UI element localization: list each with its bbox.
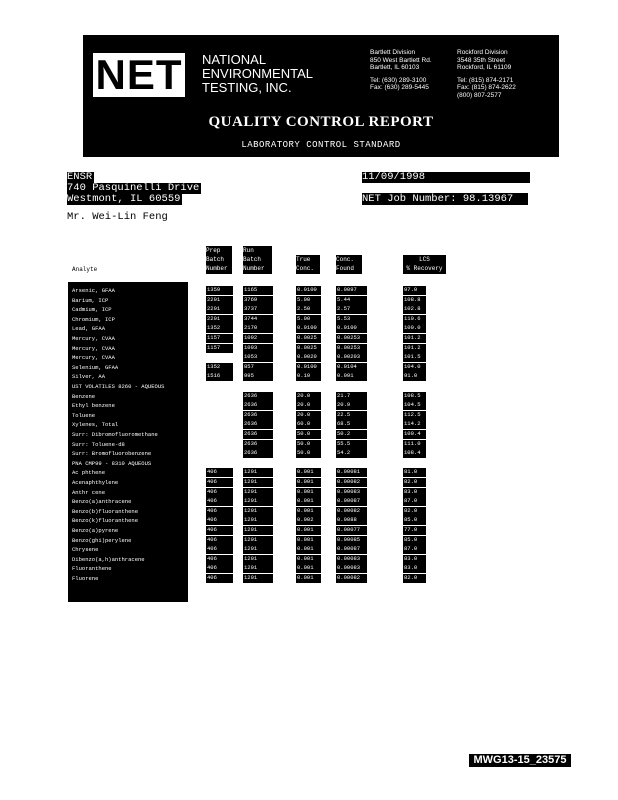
cell-rec: 108.8 [403,296,426,305]
cell-run: 2636 [243,449,273,458]
cell-run: 1165 [243,286,273,295]
cell-run: 1201 [243,468,273,477]
cell-run: 2636 [243,392,273,401]
cell-prep: 1157 [206,344,233,353]
cell-found: 54.2 [336,449,367,458]
analyte-name: Ac phthene [72,469,106,477]
cell-true: 0.0025 [296,344,321,353]
cell-true: 20.0 [296,411,321,420]
cell-true: 20.0 [296,392,321,401]
analyte-name: Fluoranthene [72,565,112,573]
cell-found: 0.0100 [336,324,367,333]
cell-run: 857 [243,363,273,372]
cell-run: 1201 [243,555,273,564]
bartlett-tel: Tel: (630) 289-3100 [370,76,427,84]
cell-found: 50.2 [336,430,367,439]
cell-run: 995 [243,372,273,381]
bartlett-name: Bartlett Division [370,49,416,56]
cell-prep: 406 [206,564,233,573]
cell-true: 50.0 [296,430,321,439]
cell-run: 2636 [243,401,273,410]
cell-rec: 102.8 [403,305,426,314]
header-prep-3: Number [206,265,228,272]
header-prep-1: Prep [206,247,221,254]
cell-rec: 100.0 [403,324,426,333]
cell-true: 50.0 [296,449,321,458]
cell-run: 1201 [243,478,273,487]
cell-run: 1201 [243,545,273,554]
cell-found: 0.00077 [336,526,367,535]
report-title: QUALITY CONTROL REPORT [208,114,434,130]
cell-found: 0.00253 [336,344,367,353]
cell-prep: 1352 [206,363,233,372]
job-number-label: NET Job Number: [362,193,457,205]
header-found-1: Conc. [336,256,355,263]
cell-rec: 112.5 [403,411,426,420]
analyte-name: Surr: Toluene-d8 [72,440,125,448]
cell-run: 1201 [243,536,273,545]
cell-found: 0.091 [336,372,367,381]
cell-run: 2170 [243,324,273,333]
header-rec-2: % Recovery [406,265,443,272]
cell-found: 0.00082 [336,478,367,487]
cell-run: 1201 [243,526,273,535]
report-date: 11/09/1998 [362,172,530,183]
cell-found: 0.00087 [336,497,367,506]
cell-prep: 406 [206,468,233,477]
cell-rec: 114.2 [403,420,426,429]
cell-true: 50.0 [296,440,321,449]
cell-rec: 85.0 [403,536,426,545]
cell-run: 2636 [243,430,273,439]
cell-prep: 406 [206,536,233,545]
cell-true: 0.0100 [296,324,321,333]
analyte-name: Surr: Dibromofluoromethane [72,431,158,438]
cell-true: 0.001 [296,468,321,477]
cell-found: 0.00082 [336,507,367,516]
rockford-name: Rockford Division [457,49,508,56]
cell-rec: 82.0 [403,478,426,487]
cell-prep: 406 [206,478,233,487]
cell-true: 0.0100 [296,286,321,295]
cell-run: 3744 [243,315,273,324]
cell-found: 20.9 [336,401,367,410]
cell-run: 1201 [243,488,273,497]
analyte-name: Benzo(b)fluoranthene [72,507,139,515]
analyte-name: Mercury, CVAA [72,354,115,362]
cell-rec: 85.0 [403,516,426,525]
cell-found: 0.0097 [336,286,367,295]
cell-rec: 101.5 [403,353,426,362]
cell-rec: 87.0 [403,545,426,554]
cell-prep: 2201 [206,305,233,314]
header-conc-found [336,255,362,274]
header-run-3: Number [243,265,265,272]
analyte-name: Benzo(ghi)perylene [72,536,132,544]
cell-run: 1201 [243,516,273,525]
bartlett-street: 850 West Bartlett Rd. [370,56,432,64]
cell-rec: 104.5 [403,401,426,410]
cell-true: 0.002 [296,516,321,525]
cell-true: 0.001 [296,545,321,554]
cell-run: 1053 [243,353,273,362]
cell-prep: 406 [206,488,233,497]
cell-prep: 406 [206,545,233,554]
analyte-name: Fluorene [72,575,99,582]
client-name: ENSR [67,171,93,183]
cell-true: 20.0 [296,401,321,410]
header-true-conc [296,255,320,274]
header-true-1: True [296,256,311,263]
header-prep-batch [206,246,232,274]
cell-found: 0.00081 [336,468,367,477]
cell-rec: 77.0 [403,526,426,535]
analyte-name: Silver, AA [72,373,106,381]
cell-rec: 83.0 [403,488,426,497]
cell-rec: 100.4 [403,430,426,439]
cell-found: 0.00253 [336,334,367,343]
cell-prep: 2201 [206,296,233,305]
company-name [202,53,313,95]
cell-run: 1093 [243,344,273,353]
header-analyte: Analyte [72,266,98,273]
rockford-street: 3548 35th Street [457,56,506,64]
cell-true: 0.001 [296,574,321,583]
cell-prep: 406 [206,507,233,516]
cell-true: 0.001 [296,488,321,497]
header-prep-2: Batch [206,256,225,263]
client-city: Westmont, IL 60559 [67,193,181,205]
analyte-name: Lead, GFAA [72,325,106,333]
cell-run: 1201 [243,497,273,506]
analyte-name: Ethyl benzene [72,402,115,410]
job-number-line [362,193,528,205]
cell-prep: 2201 [206,315,233,324]
cell-rec: 111.0 [403,440,426,449]
bartlett-city: Bartlett, IL 60103 [370,64,420,71]
header-run-2: Batch [243,256,262,263]
cell-found: 0.00083 [336,555,367,564]
bates-stamp: MWG13-15_23575 [469,754,571,767]
analyte-name: Mercury, CVAA [72,344,115,352]
cell-true: 60.0 [296,420,321,429]
cell-found: 21.7 [336,392,367,401]
header-found-2: Found [336,265,355,272]
cell-found: 0.00083 [336,564,367,573]
cell-rec: 87.0 [403,497,426,506]
cell-rec: 101.2 [403,344,426,353]
cell-found: 0.00082 [336,574,367,583]
rockford-phone: (800) 807-2577 [457,91,502,99]
cell-found: 0.00203 [336,353,367,362]
analyte-name: Xylenes, Total [72,421,119,429]
cell-found: 0.0104 [336,363,367,372]
analyte-name: Benzo(k)fluoranthene [72,517,139,525]
analyte-name: Arsenic, GFAA [72,287,115,294]
analyte-name: Dibenzo(a,h)anthracene [72,555,145,563]
cell-prep: 406 [206,555,233,564]
analyte-name: Cadmium, ICP [72,306,112,314]
analyte-name: Acenaphthylene [72,479,119,486]
cell-true: 0.10 [296,372,321,381]
analyte-name: Chrysene [72,546,99,554]
analyte-name: Surr: Bromofluorobenzene [72,450,152,458]
analyte-name: Toluene [72,411,96,419]
rockford-tel: Tel: (815) 874-2171 [457,76,514,84]
header-run-1: Run [243,247,254,254]
net-logo: NET [93,53,185,97]
cell-run: 1201 [243,564,273,573]
job-number: 98.13967 [462,193,514,205]
cell-rec: 97.0 [403,286,426,295]
cell-run: 2636 [243,420,273,429]
cell-true: 2.50 [296,305,321,314]
cell-rec: 104.0 [403,363,426,372]
cell-rec: 91.0 [403,372,426,381]
cell-rec: 81.0 [403,468,426,477]
analyte-name: Selenium, GFAA [72,363,119,371]
client-contact: Mr. Wei-Lin Feng [67,211,168,223]
analyte-name: Chromium, ICP [72,315,115,323]
company-line-3: TESTING, INC. [202,80,292,95]
cell-prep: 406 [206,497,233,506]
cell-found: 68.5 [336,420,367,429]
cell-run: 2636 [243,440,273,449]
cell-true: 0.001 [296,536,321,545]
cell-rec: 82.0 [403,574,426,583]
company-line-2: ENVIRONMENTAL [202,66,313,81]
cell-run: 1092 [243,334,273,343]
cell-true: 5.00 [296,296,321,305]
company-line-1: NATIONAL [202,52,267,67]
bartlett-fax: Fax: (630) 289-5445 [370,84,429,91]
header-run-batch [243,246,272,274]
cell-true: 0.001 [296,555,321,564]
client-street: 740 Pasquinelli Drive [67,182,200,194]
rockford-fax: Fax: (815) 874-2622 [457,84,516,91]
cell-found: 22.5 [336,411,367,420]
cell-run: 2636 [243,411,273,420]
cell-prep: 1516 [206,372,233,381]
cell-true: 0.001 [296,564,321,573]
cell-true: 0.001 [296,507,321,516]
cell-run: 3737 [243,305,273,314]
analyte-name: Mercury, CVAA [72,335,115,342]
cell-prep: 406 [206,574,233,583]
cell-true: 0.0100 [296,363,321,372]
header-true-2: Conc. [296,265,315,272]
cell-true: 0.001 [296,497,321,506]
cell-rec: 101.2 [403,334,426,343]
cell-rec: 83.0 [403,564,426,573]
analyte-name: Benzo(a)anthracene [72,498,132,506]
analyte-name: Anthr cene [72,488,106,496]
cell-found: 55.5 [336,440,367,449]
cell-rec: 108.5 [403,392,426,401]
cell-true: 0.0025 [296,334,321,343]
bartlett-division-address [370,49,432,92]
cell-prep: 406 [206,516,233,525]
analyte-name: Barium, ICP [72,296,109,304]
cell-rec: 110.6 [403,315,426,324]
analyte-name: Benzo(a)pyrene [72,527,119,534]
cell-true: 0.001 [296,526,321,535]
cell-found: 0.0088 [336,516,367,525]
cell-found: 0.00087 [336,545,367,554]
cell-true: 0.001 [296,478,321,487]
client-address [67,172,201,205]
cell-found: 2.57 [336,305,367,314]
analyte-name: UST VOLATILES 8260 - AQUEOUS [72,383,165,390]
cell-found: 5.44 [336,296,367,305]
cell-found: 5.53 [336,315,367,324]
cell-prep: 1359 [206,286,233,295]
cell-rec: 82.0 [403,507,426,516]
cell-found: 0.00085 [336,536,367,545]
analyte-name: PNA CMP99 - 8310 AQUEOUS [72,459,152,467]
cell-prep: 406 [206,526,233,535]
cell-run: 1201 [243,574,273,583]
rockford-division-address [457,49,516,99]
cell-found: 0.00083 [336,488,367,497]
cell-true: 5.00 [296,315,321,324]
cell-run: 1201 [243,507,273,516]
analyte-name: Benzene [72,392,96,400]
header-recovery [403,255,446,274]
cell-rec: 83.0 [403,555,426,564]
cell-run: 3769 [243,296,273,305]
rockford-city: Rockford, IL 61109 [457,64,512,71]
cell-rec: 108.4 [403,449,426,458]
cell-prep: 1157 [206,334,233,343]
cell-true: 0.0020 [296,353,321,362]
cell-prep: 1352 [206,324,233,333]
header-rec-1: LCS [419,256,430,263]
report-subtitle: LABORATORY CONTROL STANDARD [241,140,401,150]
